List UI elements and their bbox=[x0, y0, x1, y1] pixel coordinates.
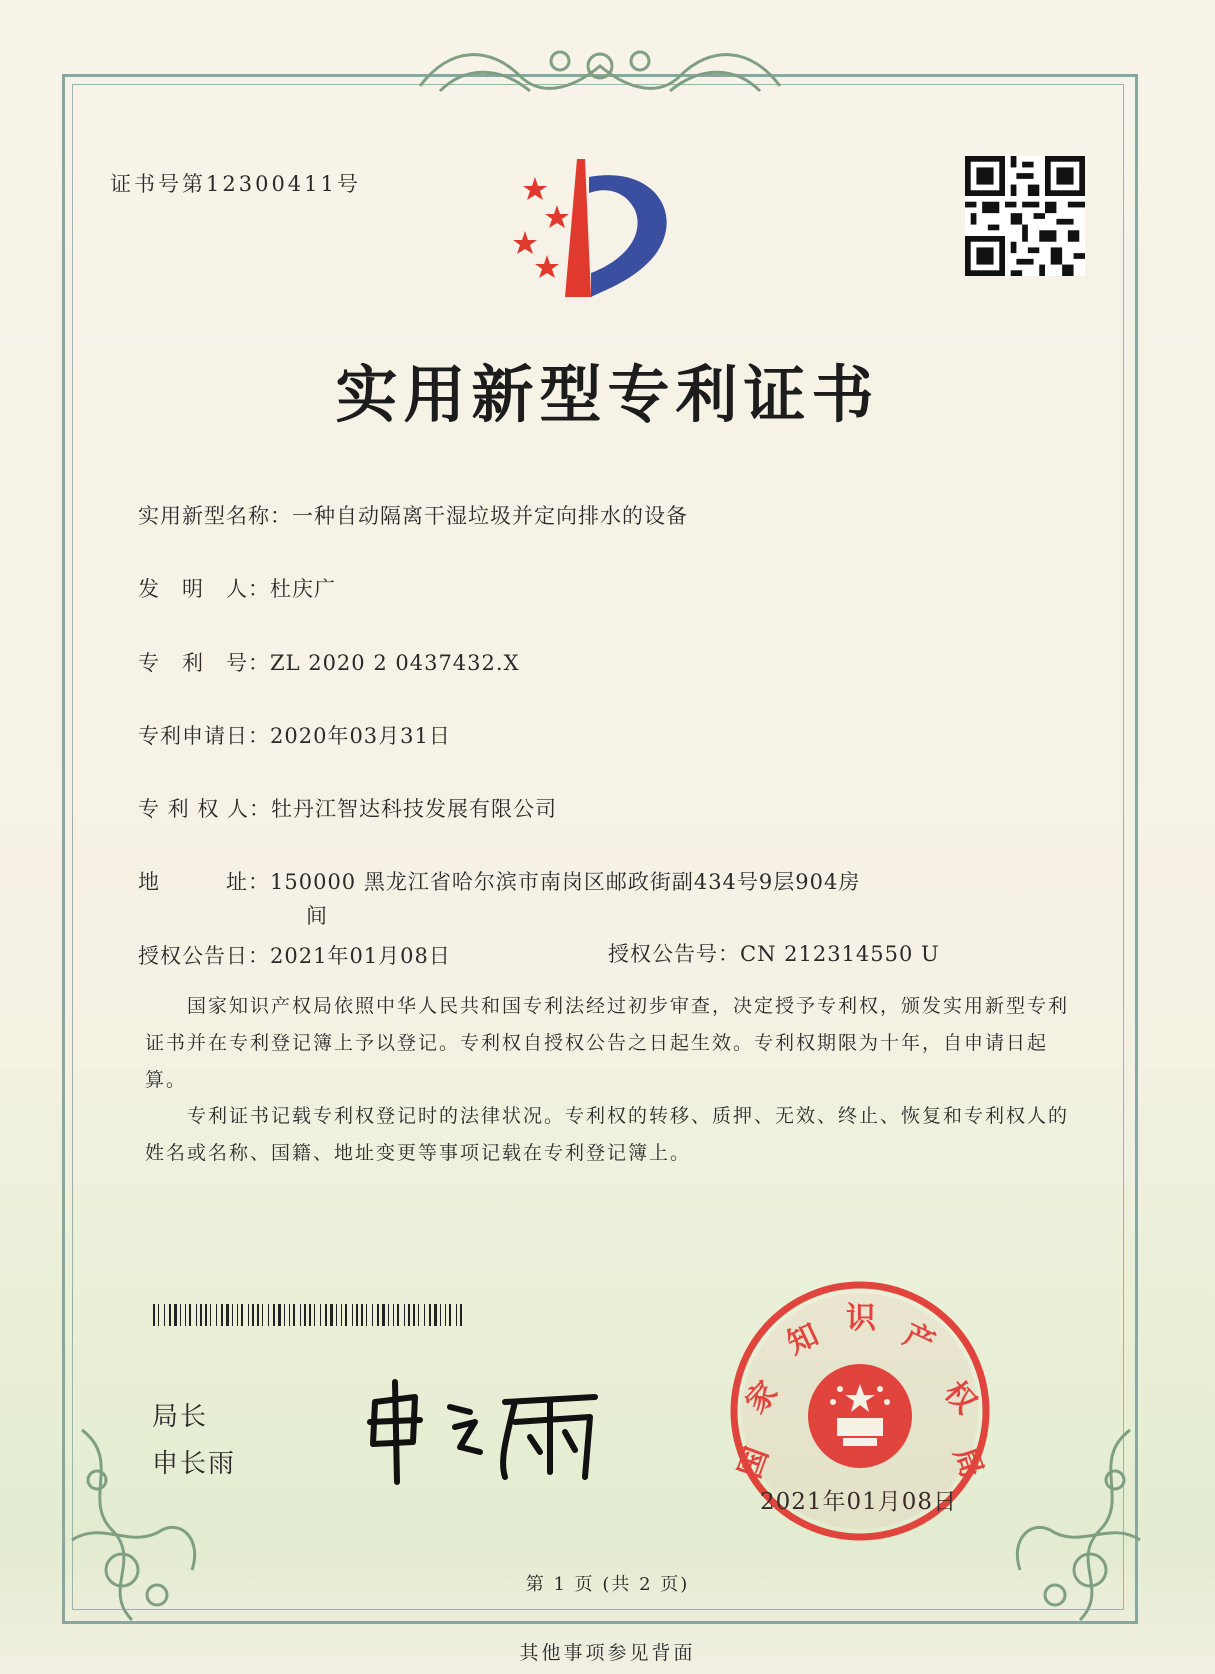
application-date-row bbox=[138, 720, 451, 750]
legal-paragraph: 国家知识产权局依照中华人民共和国专利法经过初步审查，决定授予专利权，颁发实用新型专利证书并在专利登记簿上予以登记。专利权自授权公告之日起生效。专利权期限为十年，自申请日起算。 bbox=[145, 995, 1070, 1091]
barcode-icon bbox=[153, 1304, 463, 1326]
field-label: 实用新型名称： bbox=[138, 504, 292, 528]
field-label: 授权公告号： bbox=[608, 942, 740, 966]
svg-text:知: 知 bbox=[781, 1317, 824, 1362]
legal-paragraph: 专利证书记载专利权登记时的法律状况。专利权的转移、质押、无效、终止、恢复和专利权人的姓名或名称、国籍、地址变更等事项记载在专利登记簿上。 bbox=[145, 1105, 1070, 1164]
field-label: 专 利 号： bbox=[138, 651, 270, 675]
certificate-number: 证书号第12300411号 bbox=[110, 172, 361, 196]
patentee-row bbox=[138, 793, 557, 823]
field-value: 一种自动隔离干湿垃圾并定向排水的设备 bbox=[292, 504, 688, 528]
field-value: ZL 2020 2 0437432.X bbox=[270, 651, 520, 675]
svg-text:权: 权 bbox=[937, 1374, 984, 1421]
field-value: 150000 黑龙江省哈尔滨市南岗区邮政街副434号9层904房 bbox=[270, 870, 861, 894]
utility-model-name-row bbox=[138, 500, 688, 530]
field-value: 2021年01月08日 bbox=[270, 944, 451, 968]
svg-text:国: 国 bbox=[732, 1442, 776, 1483]
top-ornament bbox=[410, 36, 790, 108]
director-title: 局长 bbox=[152, 1402, 209, 1432]
page-indicator: 第 1 页 (共 2 页) bbox=[525, 1574, 690, 1595]
address-row bbox=[138, 866, 861, 928]
patent-number-row bbox=[138, 647, 520, 677]
grant-announcement-date-row bbox=[138, 940, 451, 970]
handwritten-signature bbox=[355, 1372, 615, 1492]
grant-announcement-number-row bbox=[608, 938, 940, 968]
svg-text:识: 识 bbox=[846, 1301, 876, 1336]
field-value: CN 212314550 U bbox=[740, 942, 940, 966]
field-label: 发 明 人： bbox=[138, 577, 270, 601]
director-name: 申长雨 bbox=[152, 1449, 237, 1479]
back-side-note: 其他事项参见背面 bbox=[519, 1642, 696, 1664]
field-label: 专利申请日： bbox=[138, 724, 270, 748]
svg-text:家: 家 bbox=[738, 1374, 785, 1421]
bottom-right-ornament bbox=[1000, 1420, 1150, 1630]
field-label: 专 利 权 人： bbox=[138, 797, 272, 821]
field-value: 杜庆广 bbox=[270, 577, 336, 601]
svg-text:产: 产 bbox=[898, 1317, 941, 1362]
field-value: 2020年03月31日 bbox=[270, 724, 451, 748]
seal-date: 2021年01月08日 bbox=[760, 1489, 958, 1515]
patent-office-logo-icon bbox=[505, 155, 690, 305]
inventor-row bbox=[138, 573, 336, 603]
field-label: 地 址： bbox=[138, 870, 270, 894]
field-value-continued: 间 bbox=[306, 904, 328, 928]
field-value: 牡丹江智达科技发展有限公司 bbox=[271, 797, 558, 821]
qr-code-icon bbox=[965, 156, 1085, 276]
certificate-title: 实用新型专利证书 bbox=[335, 358, 880, 431]
field-label: 授权公告日： bbox=[138, 944, 270, 968]
svg-text:局: 局 bbox=[946, 1442, 990, 1483]
